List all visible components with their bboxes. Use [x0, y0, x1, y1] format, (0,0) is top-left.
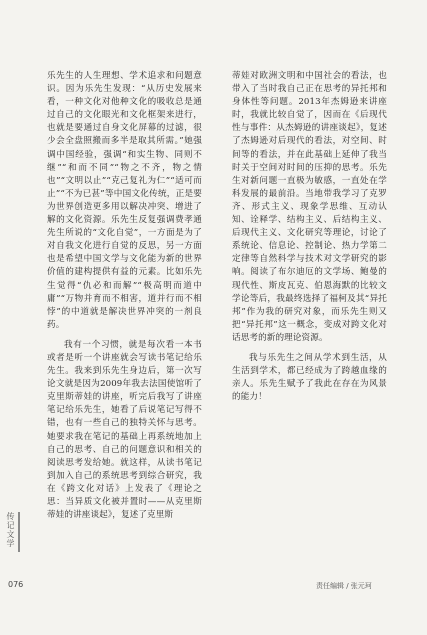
page-number: 076	[8, 580, 24, 589]
paragraph: 蒂娃对欧洲文明和中国社会的看法，也带入了当时我自己正在思考的异托邦和身体性等问题。2013年杰姆逊来讲座时，我就比较自觉了，因而在《后现代性与事件：从杰姆逊的讲座谈起》，复述了杰姆逊对后现代的看法，对空间、时间等的看法，并在此基础上延伸了我当时关于空间对时间的压抑的思考。乐先生对新问题一直极为敏感，一直处在学科发展的最前沿。当地带我学习了克罗齐、形式主义、现象学思维、互动认知、诠释学、结构主义、后结构主义、后现代主义、文化研究等理论，讨论了系统论、信息论、控制论、热力学第二定律等自然科学与技术对文学研究的影响。阅读了布尔迪厄的文学场、鲍曼的现代性、斯皮瓦克、伯恩海默的比较文学论等后，我最终选择了福柯及其“异托邦”作为我的研究对象，而乐先生则又把“异托邦”这一概念，变成对跨文化对话思考的新的理论资源。	[232, 71, 387, 343]
left-text-column	[47, 70, 202, 529]
paragraph: 我与乐先生之间从学术到生活，从生活到学术，都已经成为了跨越血缘的亲人。乐先生赋予了我此在存在为风景的能力！	[232, 352, 387, 403]
editor-credit: 责任编辑 / 张元珂	[316, 582, 372, 590]
right-text-column	[232, 70, 387, 411]
paragraph: 乐先生的人生理想、学术追求和问题意识。因为乐先生发现：“从历史发展来看，一种文化对他种文化的吸收总是通过自己的文化眼光和文化框架来进行，也就是要通过自身文化屏幕的过滤，很少会全盘照搬而多半是取其所需。”她强调中国经验，强调“和实生物、同则不继”“和而不同”“物之不齐，物之情也”“文明以止”“克己复礼为仁”“适可而止”“不为已甚”等中国文化传统，正是要为世界创造更多用以解决冲突、增进了解的文化资源。乐先生反复强调费孝通先生所说的“文化自觉”，一方面是为了对自我文化进行自觉的反思，另一方面也是希望中国文学与文化能为新的世界价值的建构提供有益的元素。比如乐先生觉得“仇必和而解”“极高明而道中庸”“万物并育而不相害，道并行而不相悖”的中道就是解决世界冲突的一剂良药。	[47, 71, 202, 330]
section-label: 传记文学	[2, 512, 20, 552]
paragraph: 我有一个习惯，就是每次看一本书或者是听一个讲座就会写读书笔记给乐先生。我来到乐先生身边后，第一次写论文就是因为2009年我去法国使馆听了克里斯蒂娃的讲座，听完后我写了讲座笔记给乐先生，她看了后说笔记写得不错，也有一些自己的独特关怀与思考。她要求我在笔记的基础上再系统地加上自己的思考、自己的问题意识和相关的阅读思考发给她。就这样，从读书笔记到加入自己的系统思考到综合研究，我在《跨文化对话》上发表了《理论之思：当异质文化被并置时——从克里斯蒂娃的讲座谈起》，复述了克里斯	[47, 339, 202, 521]
